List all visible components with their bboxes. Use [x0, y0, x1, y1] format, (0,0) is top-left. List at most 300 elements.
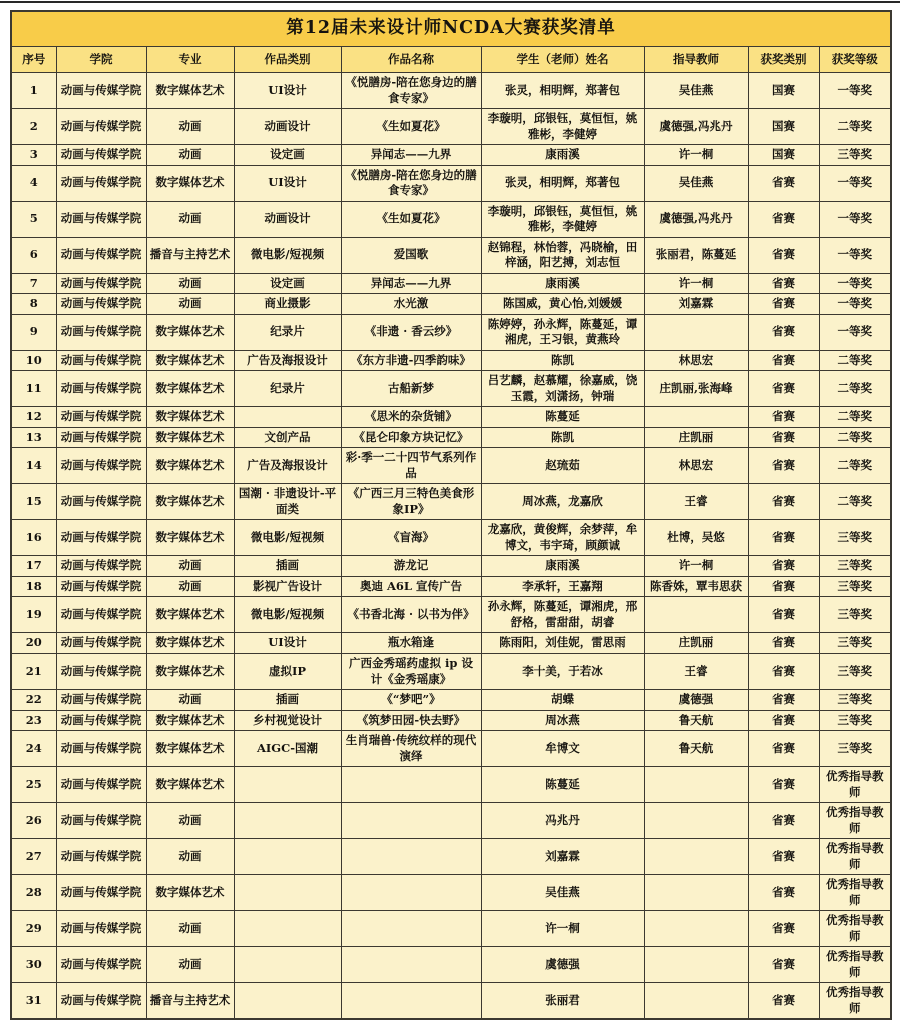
cell-student-names: 陈凯: [481, 427, 644, 448]
cell-work-category: 影视广告设计: [234, 576, 341, 597]
cell-award-level: 三等奖: [819, 597, 891, 633]
cell-college: 动画与传媒学院: [56, 839, 146, 875]
cell-advisor: 庄凯丽,张海峰: [644, 371, 748, 407]
cell-award-level: 一等奖: [819, 294, 891, 315]
cell-major: 数字媒体艺术: [146, 653, 234, 689]
cell-advisor: 庄凯丽: [644, 427, 748, 448]
cell-award-category: 省赛: [748, 448, 819, 484]
cell-student-names: 赵琉茹: [481, 448, 644, 484]
cell-advisor: [644, 839, 748, 875]
cell-work-title: [341, 767, 481, 803]
cell-major: 动画: [146, 201, 234, 237]
cell-advisor: [644, 983, 748, 1020]
table-row: [11, 556, 891, 577]
cell-work-title: [341, 839, 481, 875]
cell-college: 动画与传媒学院: [56, 448, 146, 484]
cell-award-level: 三等奖: [819, 633, 891, 654]
column-header-award-category: 获奖类别: [748, 47, 819, 73]
cell-college: 动画与传媒学院: [56, 165, 146, 201]
cell-advisor: 虞德强: [644, 690, 748, 711]
cell-college: 动画与传媒学院: [56, 314, 146, 350]
cell-college: 动画与传媒学院: [56, 371, 146, 407]
table-row: [11, 350, 891, 371]
cell-work-category: [234, 407, 341, 428]
cell-award-level: 二等奖: [819, 109, 891, 145]
cell-work-category: 虚拟IP: [234, 653, 341, 689]
cell-work-title: 爱国歌: [341, 237, 481, 273]
cell-award-category: 省赛: [748, 947, 819, 983]
cell-award-level: 三等奖: [819, 690, 891, 711]
cell-work-title: [341, 947, 481, 983]
cell-student-names: 陈婷婷，孙永辉，陈蔓延，谭湘虎，王习银，黄燕玲: [481, 314, 644, 350]
cell-major: 动画: [146, 273, 234, 294]
table-row: [11, 839, 891, 875]
cell-work-title: 奥迪 A6L 宣传广告: [341, 576, 481, 597]
cell-index: 5: [11, 201, 56, 237]
cell-index: 12: [11, 407, 56, 428]
table-row: [11, 633, 891, 654]
cell-index: 3: [11, 145, 56, 166]
cell-advisor: 刘嘉霖: [644, 294, 748, 315]
cell-work-category: 微电影/短视频: [234, 237, 341, 273]
column-header-college: 学院: [56, 47, 146, 73]
cell-index: 21: [11, 653, 56, 689]
column-header-work-title: 作品名称: [341, 47, 481, 73]
cell-work-title: 水光激: [341, 294, 481, 315]
cell-award-level: 三等奖: [819, 731, 891, 767]
cell-work-title: 《生如夏花》: [341, 109, 481, 145]
cell-major: 播音与主持艺术: [146, 237, 234, 273]
table-row: [11, 237, 891, 273]
cell-index: 20: [11, 633, 56, 654]
cell-award-category: 省赛: [748, 484, 819, 520]
cell-student-names: 康雨溪: [481, 273, 644, 294]
table-row: [11, 947, 891, 983]
cell-major: 数字媒体艺术: [146, 427, 234, 448]
cell-student-names: 陈国威，黄心怡,刘媛媛: [481, 294, 644, 315]
cell-major: 动画: [146, 911, 234, 947]
cell-advisor: 虞德强,冯兆丹: [644, 109, 748, 145]
cell-award-category: 省赛: [748, 371, 819, 407]
cell-award-category: 省赛: [748, 407, 819, 428]
cell-advisor: 鲁天航: [644, 710, 748, 731]
cell-work-title: 《昆仑印象方块记忆》: [341, 427, 481, 448]
cell-major: 数字媒体艺术: [146, 710, 234, 731]
column-header-advisor: 指导教师: [644, 47, 748, 73]
cell-major: 数字媒体艺术: [146, 633, 234, 654]
cell-work-category: [234, 839, 341, 875]
cell-work-category: [234, 947, 341, 983]
cell-college: 动画与传媒学院: [56, 803, 146, 839]
cell-work-title: 游龙记: [341, 556, 481, 577]
awards-table-container: [10, 10, 890, 1020]
cell-major: 数字媒体艺术: [146, 73, 234, 109]
cell-award-level: 一等奖: [819, 237, 891, 273]
table-row: [11, 427, 891, 448]
cell-index: 28: [11, 875, 56, 911]
cell-award-category: 省赛: [748, 237, 819, 273]
cell-college: 动画与传媒学院: [56, 294, 146, 315]
cell-student-names: 冯兆丹: [481, 803, 644, 839]
cell-index: 30: [11, 947, 56, 983]
table-row: [11, 520, 891, 556]
cell-index: 27: [11, 839, 56, 875]
cell-work-category: UI设计: [234, 165, 341, 201]
cell-work-category: 文创产品: [234, 427, 341, 448]
cell-advisor: [644, 767, 748, 803]
cell-award-category: 省赛: [748, 839, 819, 875]
cell-major: 数字媒体艺术: [146, 165, 234, 201]
cell-award-category: 省赛: [748, 350, 819, 371]
cell-work-category: 动画设计: [234, 201, 341, 237]
cell-student-names: 孙永辉，陈蔓延，谭湘虎，邢舒格，雷甜甜，胡睿: [481, 597, 644, 633]
cell-advisor: 吴佳燕: [644, 73, 748, 109]
table-row: [11, 875, 891, 911]
cell-award-level: 优秀指导教师: [819, 875, 891, 911]
cell-student-names: 张丽君: [481, 983, 644, 1020]
column-header-major: 专业: [146, 47, 234, 73]
cell-award-level: 三等奖: [819, 710, 891, 731]
table-row: [11, 731, 891, 767]
table-row: [11, 767, 891, 803]
cell-award-category: 省赛: [748, 710, 819, 731]
table-row: [11, 690, 891, 711]
cell-college: 动画与传媒学院: [56, 710, 146, 731]
cell-work-category: UI设计: [234, 73, 341, 109]
cell-work-title: 广西金秀瑶药虚拟 ip 设计《金秀瑶康》: [341, 653, 481, 689]
cell-award-level: 一等奖: [819, 165, 891, 201]
cell-award-category: 省赛: [748, 983, 819, 1020]
cell-index: 7: [11, 273, 56, 294]
cell-index: 26: [11, 803, 56, 839]
cell-award-level: 三等奖: [819, 576, 891, 597]
table-row: [11, 165, 891, 201]
cell-student-names: 刘嘉霖: [481, 839, 644, 875]
cell-award-level: 二等奖: [819, 484, 891, 520]
cell-advisor: 许一桐: [644, 145, 748, 166]
cell-award-level: 二等奖: [819, 350, 891, 371]
cell-index: 23: [11, 710, 56, 731]
cell-advisor: [644, 314, 748, 350]
column-header-award-level: 获奖等级: [819, 47, 891, 73]
cell-college: 动画与传媒学院: [56, 767, 146, 803]
cell-award-level: 二等奖: [819, 407, 891, 428]
cell-student-names: 陈蔓延: [481, 767, 644, 803]
cell-award-level: 三等奖: [819, 145, 891, 166]
cell-index: 10: [11, 350, 56, 371]
cell-award-level: 优秀指导教师: [819, 839, 891, 875]
cell-advisor: 虞德强,冯兆丹: [644, 201, 748, 237]
cell-college: 动画与传媒学院: [56, 109, 146, 145]
cell-work-category: [234, 767, 341, 803]
cell-advisor: 张丽君，陈蔓延: [644, 237, 748, 273]
cell-student-names: 李璇明，邱银钰，莫恒恒，姚雅彬，李健婷: [481, 201, 644, 237]
cell-index: 22: [11, 690, 56, 711]
column-header-work-category: 作品类别: [234, 47, 341, 73]
cell-work-title: [341, 983, 481, 1020]
cell-college: 动画与传媒学院: [56, 983, 146, 1020]
cell-work-title: 《思米的杂货铺》: [341, 407, 481, 428]
cell-college: 动画与传媒学院: [56, 633, 146, 654]
cell-award-level: 优秀指导教师: [819, 767, 891, 803]
cell-major: 数字媒体艺术: [146, 484, 234, 520]
cell-index: 16: [11, 520, 56, 556]
cell-major: 数字媒体艺术: [146, 597, 234, 633]
cell-student-names: 张灵，相明辉，郑著包: [481, 165, 644, 201]
cell-major: 数字媒体艺术: [146, 371, 234, 407]
cell-student-names: 陈蔓延: [481, 407, 644, 428]
cell-award-category: 省赛: [748, 653, 819, 689]
cell-work-category: [234, 875, 341, 911]
table-body: [11, 73, 891, 1020]
cell-work-category: AIGC-国潮: [234, 731, 341, 767]
cell-award-category: 省赛: [748, 273, 819, 294]
cell-major: 数字媒体艺术: [146, 314, 234, 350]
cell-major: 数字媒体艺术: [146, 448, 234, 484]
table-row: [11, 576, 891, 597]
cell-advisor: 林思宏: [644, 448, 748, 484]
cell-index: 4: [11, 165, 56, 201]
cell-award-category: 国赛: [748, 73, 819, 109]
cell-work-title: 异闻志——九界: [341, 273, 481, 294]
cell-college: 动画与传媒学院: [56, 597, 146, 633]
cell-work-category: 纪录片: [234, 314, 341, 350]
cell-index: 6: [11, 237, 56, 273]
cell-student-names: 牟博文: [481, 731, 644, 767]
cell-major: 数字媒体艺术: [146, 407, 234, 428]
cell-college: 动画与传媒学院: [56, 273, 146, 294]
cell-advisor: [644, 407, 748, 428]
table-row: [11, 314, 891, 350]
cell-work-title: 瓶水箱逢: [341, 633, 481, 654]
cell-award-level: 优秀指导教师: [819, 803, 891, 839]
cell-index: 8: [11, 294, 56, 315]
cell-award-category: 省赛: [748, 201, 819, 237]
table-row: [11, 448, 891, 484]
cell-award-category: 省赛: [748, 576, 819, 597]
cell-award-category: 省赛: [748, 427, 819, 448]
cell-award-level: 二等奖: [819, 448, 891, 484]
cell-student-names: 陈雨阳，刘佳妮，雷思雨: [481, 633, 644, 654]
cell-student-names: 康雨溪: [481, 556, 644, 577]
table-row: [11, 145, 891, 166]
table-row: [11, 911, 891, 947]
cell-major: 动画: [146, 576, 234, 597]
cell-work-title: 《广西三月三特色美食形象IP》: [341, 484, 481, 520]
cell-advisor: 庄凯丽: [644, 633, 748, 654]
cell-work-category: 商业摄影: [234, 294, 341, 315]
cell-student-names: 吴佳燕: [481, 875, 644, 911]
cell-award-level: 二等奖: [819, 371, 891, 407]
cell-index: 31: [11, 983, 56, 1020]
cell-advisor: 林思宏: [644, 350, 748, 371]
cell-college: 动画与传媒学院: [56, 520, 146, 556]
cell-student-names: 赵锦程，林怡蓉，冯晓榆，田梓涵，阳艺搏，刘志恒: [481, 237, 644, 273]
column-header-student-names: 学生（老师）姓名: [481, 47, 644, 73]
cell-student-names: 李承轩，王嘉翔: [481, 576, 644, 597]
cell-major: 数字媒体艺术: [146, 767, 234, 803]
cell-work-title: 彩·季一二十四节气系列作品: [341, 448, 481, 484]
cell-college: 动画与传媒学院: [56, 731, 146, 767]
cell-major: 动画: [146, 947, 234, 983]
cell-advisor: [644, 803, 748, 839]
cell-award-category: 省赛: [748, 767, 819, 803]
cell-major: 动画: [146, 294, 234, 315]
cell-award-level: 三等奖: [819, 520, 891, 556]
cell-college: 动画与传媒学院: [56, 73, 146, 109]
cell-work-category: 纪录片: [234, 371, 341, 407]
table-row: [11, 73, 891, 109]
cell-advisor: 鲁天航: [644, 731, 748, 767]
table-row: [11, 371, 891, 407]
cell-award-level: 一等奖: [819, 314, 891, 350]
cell-college: 动画与传媒学院: [56, 145, 146, 166]
cell-college: 动画与传媒学院: [56, 576, 146, 597]
cell-work-title: 《东方非遗-四季韵味》: [341, 350, 481, 371]
cell-index: 18: [11, 576, 56, 597]
cell-student-names: 康雨溪: [481, 145, 644, 166]
cell-major: 数字媒体艺术: [146, 875, 234, 911]
cell-student-names: 李璇明，邱银钰，莫恒恒，姚雅彬，李健婷: [481, 109, 644, 145]
cell-student-names: 胡蝶: [481, 690, 644, 711]
cell-index: 2: [11, 109, 56, 145]
cell-advisor: [644, 597, 748, 633]
cell-award-category: 国赛: [748, 145, 819, 166]
cell-major: 数字媒体艺术: [146, 520, 234, 556]
cell-award-category: 国赛: [748, 109, 819, 145]
cell-index: 1: [11, 73, 56, 109]
cell-major: 动画: [146, 109, 234, 145]
cell-work-title: 《书香北海 · 以书为伴》: [341, 597, 481, 633]
cell-work-title: 异闻志——九界: [341, 145, 481, 166]
cell-college: 动画与传媒学院: [56, 911, 146, 947]
cell-index: 9: [11, 314, 56, 350]
cell-work-title: [341, 911, 481, 947]
cell-student-names: 陈凯: [481, 350, 644, 371]
table-row: [11, 294, 891, 315]
cell-work-category: 国潮 · 非遗设计-平面类: [234, 484, 341, 520]
table-row: [11, 710, 891, 731]
top-border-line: [0, 1, 900, 3]
cell-advisor: 王睿: [644, 653, 748, 689]
cell-award-level: 优秀指导教师: [819, 947, 891, 983]
cell-award-level: 二等奖: [819, 427, 891, 448]
cell-award-category: 省赛: [748, 294, 819, 315]
table-row: [11, 407, 891, 428]
awards-table: [10, 10, 892, 1020]
cell-advisor: 许一桐: [644, 273, 748, 294]
cell-work-category: 微电影/短视频: [234, 520, 341, 556]
cell-work-category: [234, 911, 341, 947]
cell-work-category: 设定画: [234, 273, 341, 294]
table-row: [11, 983, 891, 1020]
cell-student-names: 周冰燕: [481, 710, 644, 731]
cell-work-title: 《盲海》: [341, 520, 481, 556]
cell-major: 动画: [146, 145, 234, 166]
cell-award-category: 省赛: [748, 731, 819, 767]
cell-work-title: [341, 803, 481, 839]
cell-advisor: 许一桐: [644, 556, 748, 577]
cell-award-category: 省赛: [748, 633, 819, 654]
cell-work-category: 微电影/短视频: [234, 597, 341, 633]
cell-work-category: [234, 983, 341, 1020]
cell-award-category: 省赛: [748, 597, 819, 633]
cell-work-title: 《悦膳房-陪在您身边的膳食专家》: [341, 165, 481, 201]
cell-advisor: 杜博，吴悠: [644, 520, 748, 556]
cell-student-names: 吕艺麟，赵慕耀，徐嘉威，饶玉霞，刘潇扬，钟瑞: [481, 371, 644, 407]
cell-college: 动画与传媒学院: [56, 427, 146, 448]
cell-college: 动画与传媒学院: [56, 407, 146, 428]
cell-index: 19: [11, 597, 56, 633]
cell-index: 24: [11, 731, 56, 767]
cell-work-title: 《悦膳房-陪在您身边的膳食专家》: [341, 73, 481, 109]
cell-college: 动画与传媒学院: [56, 875, 146, 911]
cell-work-category: UI设计: [234, 633, 341, 654]
cell-advisor: [644, 911, 748, 947]
cell-work-category: 插画: [234, 556, 341, 577]
cell-award-level: 三等奖: [819, 556, 891, 577]
header-row: [11, 47, 891, 73]
cell-index: 17: [11, 556, 56, 577]
cell-major: 播音与主持艺术: [146, 983, 234, 1020]
cell-major: 数字媒体艺术: [146, 350, 234, 371]
cell-work-category: 广告及海报设计: [234, 448, 341, 484]
page-title: 第12届未来设计师NCDA大赛获奖清单: [11, 11, 891, 47]
cell-work-category: 乡村视觉设计: [234, 710, 341, 731]
cell-major: 动画: [146, 803, 234, 839]
cell-college: 动画与传媒学院: [56, 947, 146, 983]
cell-work-category: 广告及海报设计: [234, 350, 341, 371]
cell-index: 29: [11, 911, 56, 947]
cell-award-level: 一等奖: [819, 73, 891, 109]
column-header-index: 序号: [11, 47, 56, 73]
table-row: [11, 597, 891, 633]
cell-work-title: 生肖瑞兽·传统纹样的现代演绎: [341, 731, 481, 767]
cell-award-category: 省赛: [748, 556, 819, 577]
cell-major: 数字媒体艺术: [146, 731, 234, 767]
cell-advisor: [644, 875, 748, 911]
table-row: [11, 653, 891, 689]
cell-college: 动画与传媒学院: [56, 690, 146, 711]
title-row: [11, 11, 891, 47]
cell-college: 动画与传媒学院: [56, 201, 146, 237]
cell-award-level: 一等奖: [819, 273, 891, 294]
cell-award-category: 省赛: [748, 314, 819, 350]
table-row: [11, 201, 891, 237]
cell-advisor: 陈香姝，覃韦思获: [644, 576, 748, 597]
cell-work-category: 设定画: [234, 145, 341, 166]
cell-index: 13: [11, 427, 56, 448]
cell-student-names: 周冰燕，龙嘉欣: [481, 484, 644, 520]
cell-work-category: [234, 803, 341, 839]
cell-index: 14: [11, 448, 56, 484]
cell-work-title: 《生如夏花》: [341, 201, 481, 237]
cell-work-title: 《筑梦田园-快去野》: [341, 710, 481, 731]
cell-college: 动画与传媒学院: [56, 556, 146, 577]
cell-index: 11: [11, 371, 56, 407]
cell-award-category: 省赛: [748, 520, 819, 556]
cell-work-title: 《“梦吧”》: [341, 690, 481, 711]
cell-major: 动画: [146, 839, 234, 875]
table-row: [11, 109, 891, 145]
cell-advisor: 王睿: [644, 484, 748, 520]
cell-award-level: 优秀指导教师: [819, 911, 891, 947]
cell-advisor: [644, 947, 748, 983]
cell-award-category: 省赛: [748, 875, 819, 911]
table-row: [11, 484, 891, 520]
cell-college: 动画与传媒学院: [56, 484, 146, 520]
cell-advisor: 吴佳燕: [644, 165, 748, 201]
